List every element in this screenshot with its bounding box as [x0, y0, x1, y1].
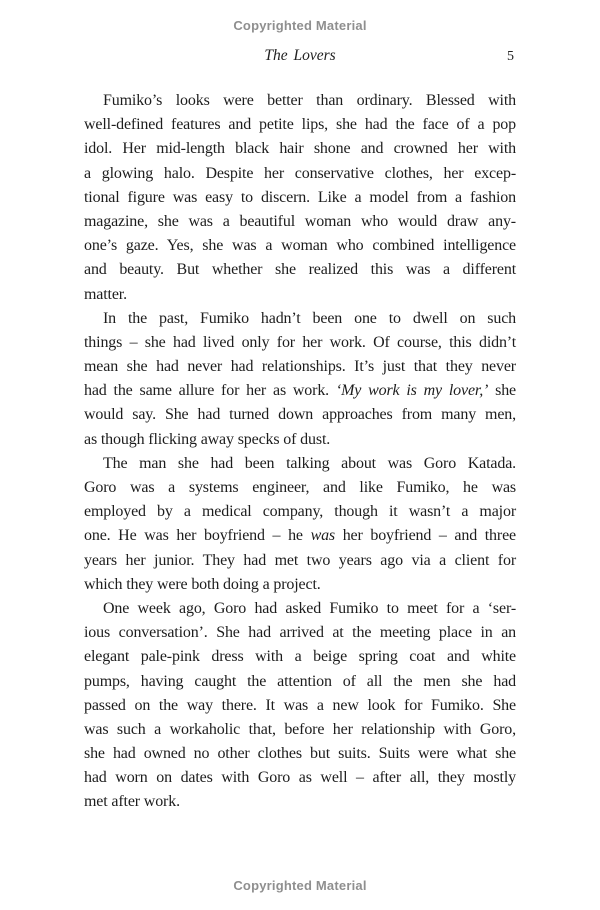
text-run: as though flicking away specks of dust. [84, 430, 331, 448]
text-run: had the same allure for her as work. [84, 382, 336, 400]
text-run: which they were both doing a project. [84, 575, 321, 593]
running-title: The Lovers [264, 47, 336, 64]
italic-run: was [310, 527, 336, 545]
text-run: tional figure was easy to discern. Like a model from a fashion [84, 188, 516, 206]
text-line [84, 718, 516, 742]
text-line [84, 500, 516, 524]
text-line [84, 645, 516, 669]
text-line [84, 694, 516, 718]
text-line [84, 258, 516, 282]
text-run: one’s gaze. Yes, she was a woman who combined intelligence [84, 237, 516, 255]
text-line [84, 89, 516, 113]
text-run: and beauty. But whether she realized this was a different [84, 261, 516, 279]
text-run: she [488, 382, 516, 400]
text-run: Fumiko’s looks were better than ordinary. Blessed with [103, 92, 516, 109]
text-line [84, 355, 516, 379]
text-run: One week ago, Goro had asked Fumiko to meet for a ‘ser- [103, 599, 516, 617]
text-line [84, 597, 516, 621]
text-run: things – she had lived only for her work. Of course, this didn’t [84, 333, 516, 351]
text-run: well-defined features and petite lips, she had the face of a pop [84, 116, 516, 134]
text-line [84, 670, 516, 694]
text-run: idol. Her mid-length black hair shone and crowned her with [84, 140, 516, 158]
text-run: was such a workaholic that, before her relationship with Goro, [84, 720, 516, 738]
text-line [84, 331, 516, 355]
text-run: The man she had been talking about was Goro Katada. [103, 454, 516, 472]
text-run: she had owned no other clothes but suits. Suits were what she [84, 745, 516, 763]
body-text [84, 89, 516, 815]
text-line [84, 452, 516, 476]
text-line [84, 186, 516, 210]
text-line [84, 162, 516, 186]
text-run: In the past, Fumiko hadn’t been one to dwell on such [103, 309, 516, 327]
text-run: employed by a medical company, though it wasn’t a major [84, 503, 516, 521]
paragraph [84, 452, 516, 597]
text-run: elegant pale-pink dress with a beige spring coat and white [84, 648, 516, 666]
text-run: years her junior. They had met two years ago via a client for [84, 551, 516, 569]
italic-run: ‘My work is my lover,’ [335, 382, 489, 400]
paragraph [84, 89, 516, 307]
text-line [84, 742, 516, 766]
text-line [84, 403, 516, 427]
text-line [84, 476, 516, 500]
text-run: mean she had never had relationships. It’s just that they never [84, 358, 516, 376]
text-run: met after work. [84, 793, 180, 811]
text-line [84, 283, 516, 307]
text-line [84, 524, 516, 548]
text-run: ious conversation’. She had arrived at the meeting place in an [84, 624, 516, 642]
text-run: her boyfriend – and three [335, 527, 516, 545]
text-run: passed on the way there. It was a new look for Fumiko. She [84, 696, 516, 714]
text-run: one. He was her boyfriend – he [84, 527, 311, 545]
text-line [84, 766, 516, 790]
paragraph [84, 307, 516, 452]
text-run: a glowing halo. Despite her conservative clothes, her excep- [84, 164, 516, 182]
text-run: Goro was a systems engineer, and like Fumiko, he was [84, 479, 516, 496]
text-run: pumps, having caught the attention of all the men she had [84, 672, 516, 690]
text-line [84, 790, 516, 814]
running-head [84, 47, 516, 67]
text-line [84, 379, 516, 403]
text-line [84, 549, 516, 573]
text-run: matter. [84, 285, 127, 303]
text-run: magazine, she was a beautiful woman who would draw any- [84, 212, 516, 230]
text-run: had worn on dates with Goro as well – after all, they mostly [84, 769, 516, 787]
copyright-notice-bottom: Copyrighted Material [233, 878, 367, 893]
text-line [84, 428, 516, 452]
text-line [84, 621, 516, 645]
text-run: would say. She had turned down approaches from many men, [84, 406, 516, 424]
text-line [84, 307, 516, 331]
copyright-notice-top: Copyrighted Material [233, 18, 367, 33]
text-line [84, 113, 516, 137]
text-line [84, 573, 516, 597]
page-number: 5 [507, 49, 514, 64]
text-line [84, 210, 516, 234]
text-line [84, 234, 516, 258]
paragraph [84, 597, 516, 815]
text-line [84, 137, 516, 161]
